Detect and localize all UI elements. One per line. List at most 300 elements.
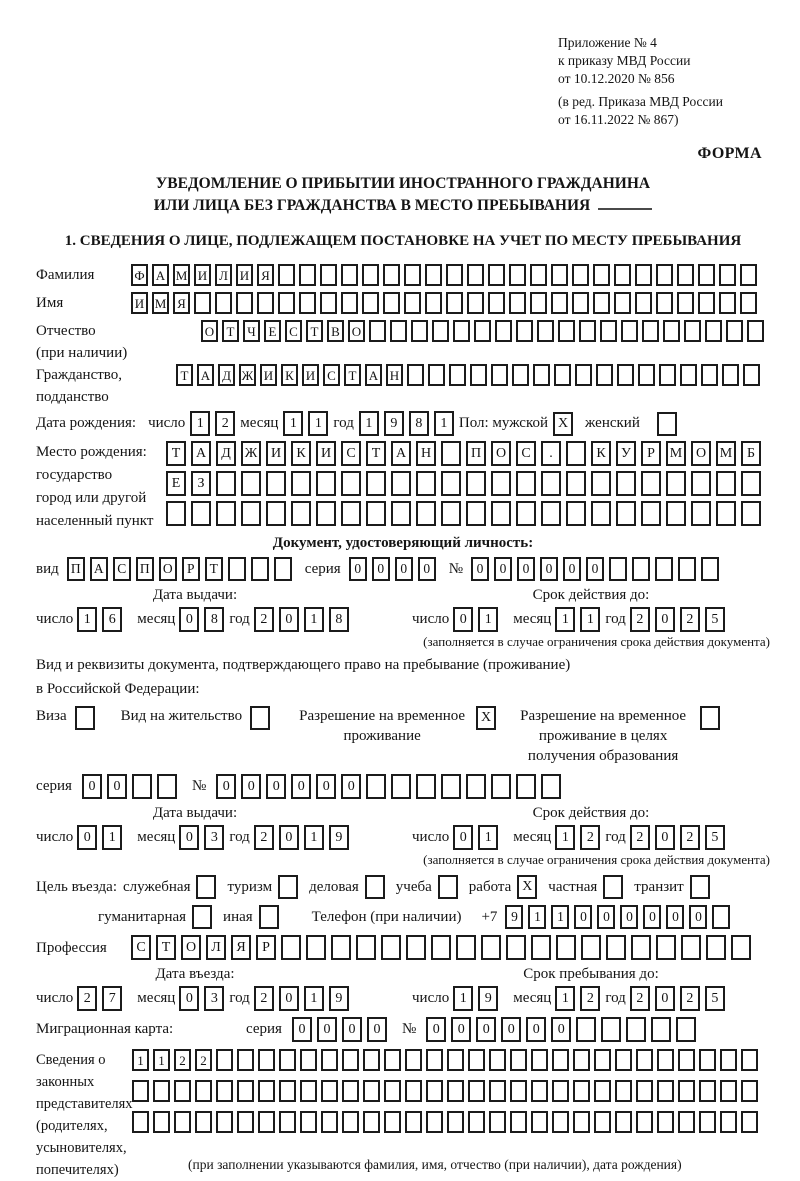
- birth-day-cells[interactable]: [190, 411, 240, 436]
- char-cell[interactable]: Л: [215, 264, 232, 286]
- char-cell[interactable]: 2: [680, 825, 700, 850]
- char-cell[interactable]: [594, 1080, 611, 1102]
- char-cell[interactable]: [677, 292, 694, 314]
- char-cell[interactable]: [453, 320, 470, 342]
- char-cell[interactable]: 3: [204, 825, 224, 850]
- stay-month-cells[interactable]: [555, 986, 605, 1011]
- char-cell[interactable]: [320, 264, 337, 286]
- char-cell[interactable]: А: [365, 364, 382, 386]
- purpose-transit-checkbox[interactable]: [690, 875, 710, 899]
- char-cell[interactable]: 1: [434, 411, 454, 436]
- char-cell[interactable]: 0: [349, 557, 367, 581]
- residence-issue-day-cells[interactable]: [77, 825, 127, 850]
- char-cell[interactable]: 2: [77, 986, 97, 1011]
- char-cell[interactable]: [456, 935, 476, 960]
- char-cell[interactable]: 0: [426, 1017, 446, 1042]
- char-cell[interactable]: [600, 320, 617, 342]
- char-cell[interactable]: [384, 1049, 401, 1071]
- char-cell[interactable]: Я: [173, 292, 190, 314]
- sex-female-checkbox[interactable]: [657, 412, 677, 436]
- char-cell[interactable]: [266, 501, 286, 526]
- char-cell[interactable]: [699, 1080, 716, 1102]
- char-cell[interactable]: [468, 1049, 485, 1071]
- char-cell[interactable]: [495, 320, 512, 342]
- citizenship-cells[interactable]: [176, 364, 764, 386]
- char-cell[interactable]: [279, 1049, 296, 1071]
- char-cell[interactable]: [299, 264, 316, 286]
- char-cell[interactable]: [596, 364, 613, 386]
- char-cell[interactable]: [530, 292, 547, 314]
- char-cell[interactable]: [516, 320, 533, 342]
- char-cell[interactable]: 8: [329, 607, 349, 632]
- char-cell[interactable]: [404, 264, 421, 286]
- char-cell[interactable]: 0: [476, 1017, 496, 1042]
- char-cell[interactable]: 1: [555, 607, 575, 632]
- char-cell[interactable]: О: [491, 441, 511, 466]
- char-cell[interactable]: Н: [416, 441, 436, 466]
- char-cell[interactable]: [743, 364, 760, 386]
- char-cell[interactable]: Т: [306, 320, 323, 342]
- char-cell[interactable]: 0: [317, 1017, 337, 1042]
- char-cell[interactable]: 1: [555, 986, 575, 1011]
- char-cell[interactable]: 0: [279, 986, 299, 1011]
- char-cell[interactable]: [635, 292, 652, 314]
- char-cell[interactable]: [663, 320, 680, 342]
- char-cell[interactable]: [720, 1049, 737, 1071]
- char-cell[interactable]: С: [516, 441, 536, 466]
- char-cell[interactable]: [466, 471, 486, 496]
- char-cell[interactable]: Б: [741, 441, 761, 466]
- char-cell[interactable]: [342, 1111, 359, 1133]
- char-cell[interactable]: 0: [179, 607, 199, 632]
- char-cell[interactable]: [278, 264, 295, 286]
- char-cell[interactable]: [266, 471, 286, 496]
- char-cell[interactable]: К: [591, 441, 611, 466]
- char-cell[interactable]: Ф: [131, 264, 148, 286]
- issue-day-cells[interactable]: [77, 607, 127, 632]
- char-cell[interactable]: [740, 292, 757, 314]
- char-cell[interactable]: 0: [372, 557, 390, 581]
- char-cell[interactable]: [591, 471, 611, 496]
- char-cell[interactable]: [731, 935, 751, 960]
- char-cell[interactable]: И: [131, 292, 148, 314]
- purpose-other-checkbox[interactable]: [259, 905, 279, 929]
- char-cell[interactable]: 1: [308, 411, 328, 436]
- char-cell[interactable]: [366, 471, 386, 496]
- char-cell[interactable]: [468, 1080, 485, 1102]
- char-cell[interactable]: 9: [478, 986, 498, 1011]
- purpose-business-checkbox[interactable]: [365, 875, 385, 899]
- purpose-humanitarian-checkbox[interactable]: [192, 905, 212, 929]
- char-cell[interactable]: 2: [630, 986, 650, 1011]
- char-cell[interactable]: 2: [580, 986, 600, 1011]
- char-cell[interactable]: [657, 1080, 674, 1102]
- char-cell[interactable]: [383, 264, 400, 286]
- char-cell[interactable]: [300, 1049, 317, 1071]
- char-cell[interactable]: 5: [705, 607, 725, 632]
- char-cell[interactable]: [441, 501, 461, 526]
- char-cell[interactable]: [531, 935, 551, 960]
- char-cell[interactable]: [636, 1049, 653, 1071]
- char-cell[interactable]: М: [152, 292, 169, 314]
- char-cell[interactable]: 0: [107, 774, 127, 799]
- char-cell[interactable]: [241, 501, 261, 526]
- char-cell[interactable]: [573, 1111, 590, 1133]
- char-cell[interactable]: 2: [680, 986, 700, 1011]
- char-cell[interactable]: [195, 1111, 212, 1133]
- char-cell[interactable]: [426, 1111, 443, 1133]
- char-cell[interactable]: 1: [304, 825, 324, 850]
- char-cell[interactable]: [579, 320, 596, 342]
- char-cell[interactable]: [278, 292, 295, 314]
- expiry-year-cells[interactable]: [630, 607, 730, 632]
- char-cell[interactable]: [531, 1111, 548, 1133]
- char-cell[interactable]: [331, 935, 351, 960]
- char-cell[interactable]: 5: [705, 986, 725, 1011]
- char-cell[interactable]: [405, 1111, 422, 1133]
- residence-issue-year-cells[interactable]: [254, 825, 354, 850]
- char-cell[interactable]: О: [181, 935, 201, 960]
- char-cell[interactable]: [191, 501, 211, 526]
- char-cell[interactable]: 1: [132, 1049, 149, 1071]
- char-cell[interactable]: [666, 501, 686, 526]
- char-cell[interactable]: 3: [204, 986, 224, 1011]
- issue-month-cells[interactable]: [179, 607, 229, 632]
- char-cell[interactable]: [638, 364, 655, 386]
- char-cell[interactable]: 1: [102, 825, 122, 850]
- char-cell[interactable]: [678, 557, 696, 581]
- char-cell[interactable]: Ч: [243, 320, 260, 342]
- char-cell[interactable]: [215, 292, 232, 314]
- char-cell[interactable]: [491, 501, 511, 526]
- char-cell[interactable]: [581, 935, 601, 960]
- char-cell[interactable]: 0: [563, 557, 581, 581]
- char-cell[interactable]: [383, 292, 400, 314]
- char-cell[interactable]: [510, 1049, 527, 1071]
- char-cell[interactable]: [216, 501, 236, 526]
- char-cell[interactable]: [441, 441, 461, 466]
- char-cell[interactable]: [241, 471, 261, 496]
- char-cell[interactable]: О: [691, 441, 711, 466]
- char-cell[interactable]: 9: [329, 986, 349, 1011]
- char-cell[interactable]: [488, 292, 505, 314]
- char-cell[interactable]: 0: [453, 825, 473, 850]
- char-cell[interactable]: [341, 264, 358, 286]
- char-cell[interactable]: И: [316, 441, 336, 466]
- char-cell[interactable]: П: [466, 441, 486, 466]
- char-cell[interactable]: [356, 935, 376, 960]
- char-cell[interactable]: [474, 320, 491, 342]
- char-cell[interactable]: [656, 264, 673, 286]
- char-cell[interactable]: [316, 471, 336, 496]
- char-cell[interactable]: [174, 1111, 191, 1133]
- char-cell[interactable]: И: [194, 264, 211, 286]
- char-cell[interactable]: [416, 501, 436, 526]
- char-cell[interactable]: Р: [182, 557, 200, 581]
- char-cell[interactable]: [678, 1049, 695, 1071]
- char-cell[interactable]: [552, 1080, 569, 1102]
- char-cell[interactable]: [722, 364, 739, 386]
- char-cell[interactable]: [601, 1017, 621, 1042]
- char-cell[interactable]: Н: [386, 364, 403, 386]
- char-cell[interactable]: [166, 501, 186, 526]
- char-cell[interactable]: [541, 774, 561, 799]
- char-cell[interactable]: [194, 292, 211, 314]
- char-cell[interactable]: [566, 471, 586, 496]
- char-cell[interactable]: [594, 1111, 611, 1133]
- birth-year-cells[interactable]: [359, 411, 459, 436]
- char-cell[interactable]: [237, 1111, 254, 1133]
- entry-day-cells[interactable]: [77, 986, 127, 1011]
- char-cell[interactable]: [681, 935, 701, 960]
- char-cell[interactable]: [616, 501, 636, 526]
- char-cell[interactable]: [281, 935, 301, 960]
- char-cell[interactable]: О: [159, 557, 177, 581]
- char-cell[interactable]: Р: [256, 935, 276, 960]
- char-cell[interactable]: 0: [666, 905, 684, 929]
- char-cell[interactable]: [363, 1111, 380, 1133]
- char-cell[interactable]: 0: [241, 774, 261, 799]
- char-cell[interactable]: [741, 1111, 758, 1133]
- char-cell[interactable]: [416, 774, 436, 799]
- char-cell[interactable]: [573, 1080, 590, 1102]
- char-cell[interactable]: [466, 774, 486, 799]
- char-cell[interactable]: [441, 471, 461, 496]
- char-cell[interactable]: 1: [77, 607, 97, 632]
- char-cell[interactable]: [572, 292, 589, 314]
- char-cell[interactable]: [132, 774, 152, 799]
- char-cell[interactable]: [506, 935, 526, 960]
- char-cell[interactable]: [632, 557, 650, 581]
- char-cell[interactable]: [447, 1111, 464, 1133]
- char-cell[interactable]: [174, 1080, 191, 1102]
- char-cell[interactable]: Я: [231, 935, 251, 960]
- char-cell[interactable]: [606, 935, 626, 960]
- char-cell[interactable]: 2: [254, 607, 274, 632]
- char-cell[interactable]: 0: [77, 825, 97, 850]
- char-cell[interactable]: [279, 1111, 296, 1133]
- char-cell[interactable]: 0: [395, 557, 413, 581]
- char-cell[interactable]: [706, 935, 726, 960]
- char-cell[interactable]: 0: [494, 557, 512, 581]
- char-cell[interactable]: [153, 1080, 170, 1102]
- char-cell[interactable]: [719, 264, 736, 286]
- char-cell[interactable]: [406, 935, 426, 960]
- char-cell[interactable]: 0: [526, 1017, 546, 1042]
- char-cell[interactable]: [552, 1111, 569, 1133]
- char-cell[interactable]: [516, 501, 536, 526]
- char-cell[interactable]: [426, 1049, 443, 1071]
- char-cell[interactable]: [489, 1080, 506, 1102]
- char-cell[interactable]: 0: [586, 557, 604, 581]
- char-cell[interactable]: 0: [655, 825, 675, 850]
- char-cell[interactable]: [720, 1111, 737, 1133]
- char-cell[interactable]: [384, 1080, 401, 1102]
- char-cell[interactable]: 0: [179, 825, 199, 850]
- char-cell[interactable]: [719, 292, 736, 314]
- char-cell[interactable]: 6: [102, 607, 122, 632]
- char-cell[interactable]: [341, 471, 361, 496]
- char-cell[interactable]: [258, 1049, 275, 1071]
- char-cell[interactable]: [656, 292, 673, 314]
- char-cell[interactable]: [411, 320, 428, 342]
- char-cell[interactable]: И: [260, 364, 277, 386]
- char-cell[interactable]: [509, 264, 526, 286]
- char-cell[interactable]: 2: [630, 607, 650, 632]
- char-cell[interactable]: [258, 1080, 275, 1102]
- char-cell[interactable]: [593, 292, 610, 314]
- char-cell[interactable]: [666, 471, 686, 496]
- char-cell[interactable]: К: [281, 364, 298, 386]
- sex-male-checkbox[interactable]: X: [553, 412, 573, 436]
- char-cell[interactable]: [516, 774, 536, 799]
- char-cell[interactable]: А: [197, 364, 214, 386]
- char-cell[interactable]: [432, 320, 449, 342]
- char-cell[interactable]: [216, 471, 236, 496]
- char-cell[interactable]: [407, 364, 424, 386]
- residence-issue-month-cells[interactable]: [179, 825, 229, 850]
- surname-cells[interactable]: [131, 264, 761, 286]
- temp-residence-education-checkbox[interactable]: [700, 706, 720, 730]
- char-cell[interactable]: [491, 364, 508, 386]
- char-cell[interactable]: [447, 1049, 464, 1071]
- char-cell[interactable]: 0: [517, 557, 535, 581]
- char-cell[interactable]: 1: [528, 905, 546, 929]
- char-cell[interactable]: О: [348, 320, 365, 342]
- char-cell[interactable]: [741, 1049, 758, 1071]
- birth-place-cells-row1[interactable]: [166, 441, 766, 466]
- char-cell[interactable]: 0: [341, 774, 361, 799]
- char-cell[interactable]: 9: [329, 825, 349, 850]
- char-cell[interactable]: [237, 1080, 254, 1102]
- purpose-private-checkbox[interactable]: [603, 875, 623, 899]
- char-cell[interactable]: [488, 264, 505, 286]
- char-cell[interactable]: [362, 292, 379, 314]
- char-cell[interactable]: [651, 1017, 671, 1042]
- char-cell[interactable]: [236, 292, 253, 314]
- char-cell[interactable]: 0: [574, 905, 592, 929]
- char-cell[interactable]: [609, 557, 627, 581]
- char-cell[interactable]: И: [302, 364, 319, 386]
- char-cell[interactable]: 1: [359, 411, 379, 436]
- char-cell[interactable]: [342, 1080, 359, 1102]
- char-cell[interactable]: 0: [216, 774, 236, 799]
- char-cell[interactable]: [556, 935, 576, 960]
- representatives-cells-row2[interactable]: [132, 1080, 762, 1102]
- char-cell[interactable]: 0: [279, 607, 299, 632]
- char-cell[interactable]: 0: [279, 825, 299, 850]
- doc-series-cells[interactable]: [349, 557, 441, 581]
- char-cell[interactable]: [132, 1080, 149, 1102]
- char-cell[interactable]: [551, 264, 568, 286]
- char-cell[interactable]: [470, 364, 487, 386]
- char-cell[interactable]: [321, 1049, 338, 1071]
- char-cell[interactable]: [426, 1080, 443, 1102]
- char-cell[interactable]: С: [285, 320, 302, 342]
- char-cell[interactable]: 1: [580, 607, 600, 632]
- char-cell[interactable]: 0: [418, 557, 436, 581]
- char-cell[interactable]: [635, 264, 652, 286]
- char-cell[interactable]: [216, 1111, 233, 1133]
- char-cell[interactable]: [391, 501, 411, 526]
- char-cell[interactable]: А: [152, 264, 169, 286]
- char-cell[interactable]: 0: [501, 1017, 521, 1042]
- migration-series-cells[interactable]: [292, 1017, 392, 1042]
- char-cell[interactable]: [404, 292, 421, 314]
- entry-month-cells[interactable]: [179, 986, 229, 1011]
- char-cell[interactable]: В: [327, 320, 344, 342]
- char-cell[interactable]: [698, 292, 715, 314]
- char-cell[interactable]: Т: [156, 935, 176, 960]
- char-cell[interactable]: [381, 935, 401, 960]
- char-cell[interactable]: [510, 1111, 527, 1133]
- char-cell[interactable]: 1: [304, 607, 324, 632]
- char-cell[interactable]: [621, 320, 638, 342]
- char-cell[interactable]: 2: [215, 411, 235, 436]
- char-cell[interactable]: [425, 264, 442, 286]
- char-cell[interactable]: [576, 1017, 596, 1042]
- char-cell[interactable]: 1: [551, 905, 569, 929]
- char-cell[interactable]: [446, 292, 463, 314]
- purpose-work-checkbox[interactable]: X: [517, 875, 537, 899]
- char-cell[interactable]: [491, 471, 511, 496]
- char-cell[interactable]: 0: [620, 905, 638, 929]
- temp-residence-checkbox[interactable]: X: [476, 706, 496, 730]
- char-cell[interactable]: [257, 292, 274, 314]
- char-cell[interactable]: [572, 264, 589, 286]
- char-cell[interactable]: [566, 441, 586, 466]
- char-cell[interactable]: [642, 320, 659, 342]
- char-cell[interactable]: 0: [655, 986, 675, 1011]
- char-cell[interactable]: Д: [216, 441, 236, 466]
- doc-number-cells[interactable]: [471, 557, 724, 581]
- char-cell[interactable]: Е: [264, 320, 281, 342]
- char-cell[interactable]: [594, 1049, 611, 1071]
- char-cell[interactable]: П: [67, 557, 85, 581]
- birth-month-cells[interactable]: [283, 411, 333, 436]
- char-cell[interactable]: [363, 1080, 380, 1102]
- char-cell[interactable]: [363, 1049, 380, 1071]
- char-cell[interactable]: П: [136, 557, 154, 581]
- char-cell[interactable]: [533, 364, 550, 386]
- char-cell[interactable]: [481, 935, 501, 960]
- purpose-official-checkbox[interactable]: [196, 875, 216, 899]
- char-cell[interactable]: [551, 292, 568, 314]
- char-cell[interactable]: [237, 1049, 254, 1071]
- migration-number-cells[interactable]: [426, 1017, 701, 1042]
- residence-series-cells[interactable]: [82, 774, 182, 799]
- birth-place-cells-row3[interactable]: [166, 501, 766, 526]
- char-cell[interactable]: [391, 774, 411, 799]
- char-cell[interactable]: 2: [680, 607, 700, 632]
- char-cell[interactable]: У: [616, 441, 636, 466]
- char-cell[interactable]: Т: [366, 441, 386, 466]
- char-cell[interactable]: 0: [451, 1017, 471, 1042]
- char-cell[interactable]: [341, 292, 358, 314]
- char-cell[interactable]: М: [666, 441, 686, 466]
- char-cell[interactable]: .: [541, 441, 561, 466]
- char-cell[interactable]: [228, 557, 246, 581]
- char-cell[interactable]: [216, 1080, 233, 1102]
- char-cell[interactable]: Т: [166, 441, 186, 466]
- char-cell[interactable]: Т: [222, 320, 239, 342]
- char-cell[interactable]: [636, 1111, 653, 1133]
- char-cell[interactable]: [641, 471, 661, 496]
- char-cell[interactable]: [291, 471, 311, 496]
- phone-cells[interactable]: [505, 905, 735, 929]
- char-cell[interactable]: К: [291, 441, 311, 466]
- char-cell[interactable]: [701, 364, 718, 386]
